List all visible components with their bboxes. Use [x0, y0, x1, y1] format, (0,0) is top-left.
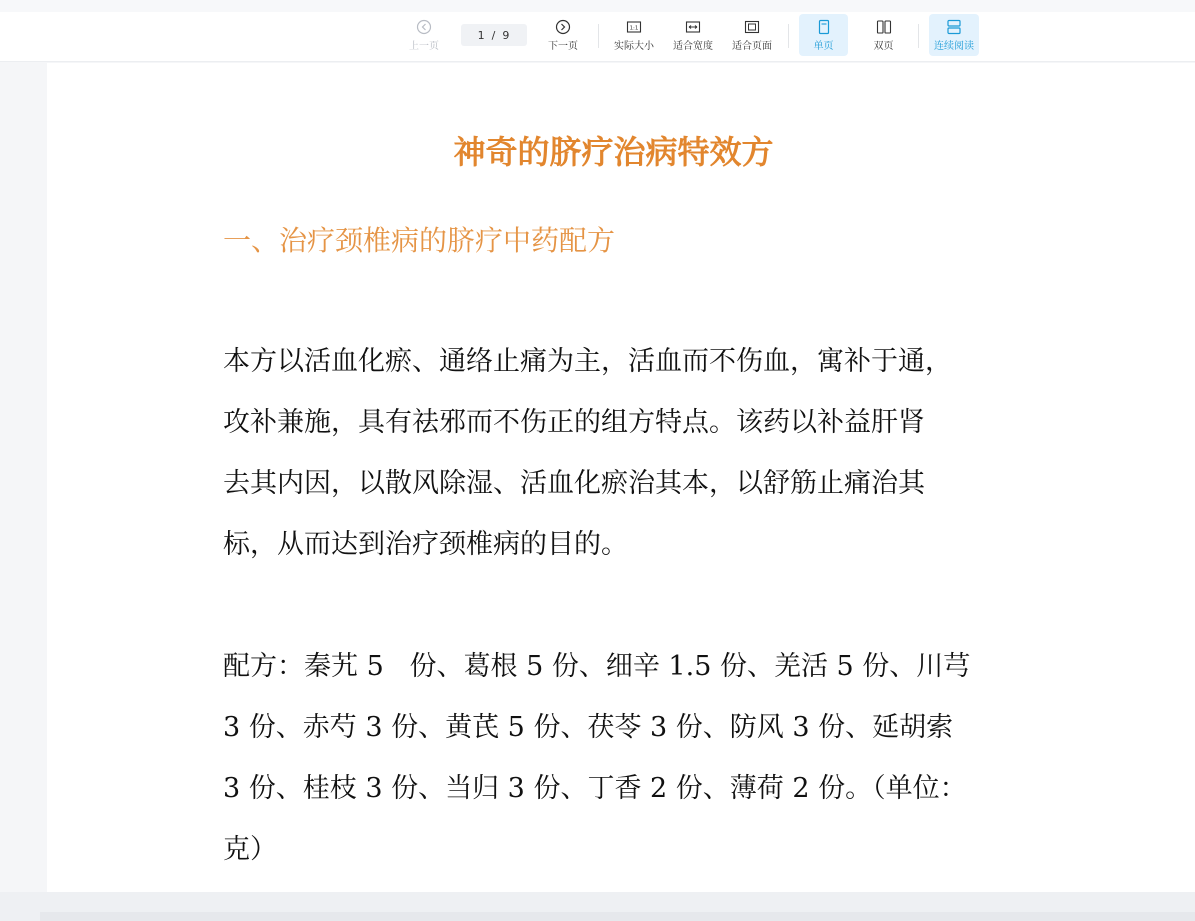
fit-width-button[interactable] — [668, 14, 718, 56]
fit-width-label: 适合宽度 — [673, 40, 713, 52]
svg-text:1:1: 1:1 — [629, 25, 639, 31]
next-page-button[interactable] — [541, 14, 585, 56]
page-separator: / — [491, 28, 497, 42]
single-page-button[interactable] — [799, 14, 848, 56]
top-strip — [0, 0, 1195, 12]
page-current: 1 — [477, 28, 486, 42]
document-title: 神奇的脐疗治病特效方 — [453, 133, 774, 171]
text-line: 3 份、赤芍 3 份、黄芪 5 份、茯苓 3 份、防风 3 份、延胡索 — [223, 712, 954, 743]
double-page-button[interactable] — [859, 14, 908, 56]
text-line: 克） — [223, 834, 277, 865]
next-page-label: 下一页 — [548, 40, 578, 52]
text-line: 标，从而达到治疗颈椎病的目的。 — [223, 529, 628, 560]
toolbar-divider — [918, 24, 919, 48]
document-viewer[interactable] — [0, 63, 1195, 892]
section-heading: 一、治疗颈椎病的脐疗中药配方 — [223, 224, 616, 257]
document-page — [47, 63, 1195, 892]
text-line: 3 份、桂枝 3 份、当归 3 份、丁香 2 份、薄荷 2 份。（单位： — [223, 773, 967, 804]
chevron-left-circle-icon — [416, 19, 432, 35]
prev-page-label: 上一页 — [409, 40, 439, 52]
viewer-toolbar — [0, 12, 1195, 62]
single-page-label: 单页 — [813, 40, 834, 52]
text-line: 去其内因，以散风除湿、活血化瘀治其本，以舒筋止痛治其 — [223, 468, 925, 499]
chevron-right-circle-icon — [555, 19, 571, 35]
paragraph-formula — [223, 636, 1043, 880]
continuous-reading-icon — [946, 19, 962, 35]
fit-page-label: 适合页面 — [732, 40, 772, 52]
actual-size-button[interactable] — [609, 14, 659, 56]
horizontal-scrollbar[interactable] — [40, 912, 1195, 921]
actual-size-label: 实际大小 — [614, 40, 654, 52]
continuous-reading-label: 连续阅读 — [934, 40, 974, 52]
toolbar-divider — [788, 24, 789, 48]
continuous-reading-button[interactable] — [929, 14, 979, 56]
fit-page-icon — [744, 19, 760, 35]
page-total: 9 — [502, 28, 511, 42]
fit-width-icon — [685, 19, 701, 35]
text-line: 攻补兼施，具有祛邪而不伤正的组方特点。该药以补益肝肾 — [223, 407, 925, 438]
double-page-label: 双页 — [873, 40, 894, 52]
actual-size-icon — [626, 19, 642, 35]
page-indicator[interactable] — [461, 24, 527, 46]
fit-page-button[interactable] — [727, 14, 777, 56]
double-page-icon — [876, 19, 892, 35]
text-line: 本方以活血化瘀、通络止痛为主，活血而不伤血，寓补于通， — [223, 346, 952, 377]
paragraph-description — [223, 331, 1043, 575]
text-line: 配方：秦艽 5 份、葛根 5 份、细辛 1.5 份、羌活 5 份、川芎 — [223, 651, 971, 682]
prev-page-button[interactable] — [402, 14, 446, 56]
toolbar-divider — [598, 24, 599, 48]
single-page-icon — [816, 19, 832, 35]
